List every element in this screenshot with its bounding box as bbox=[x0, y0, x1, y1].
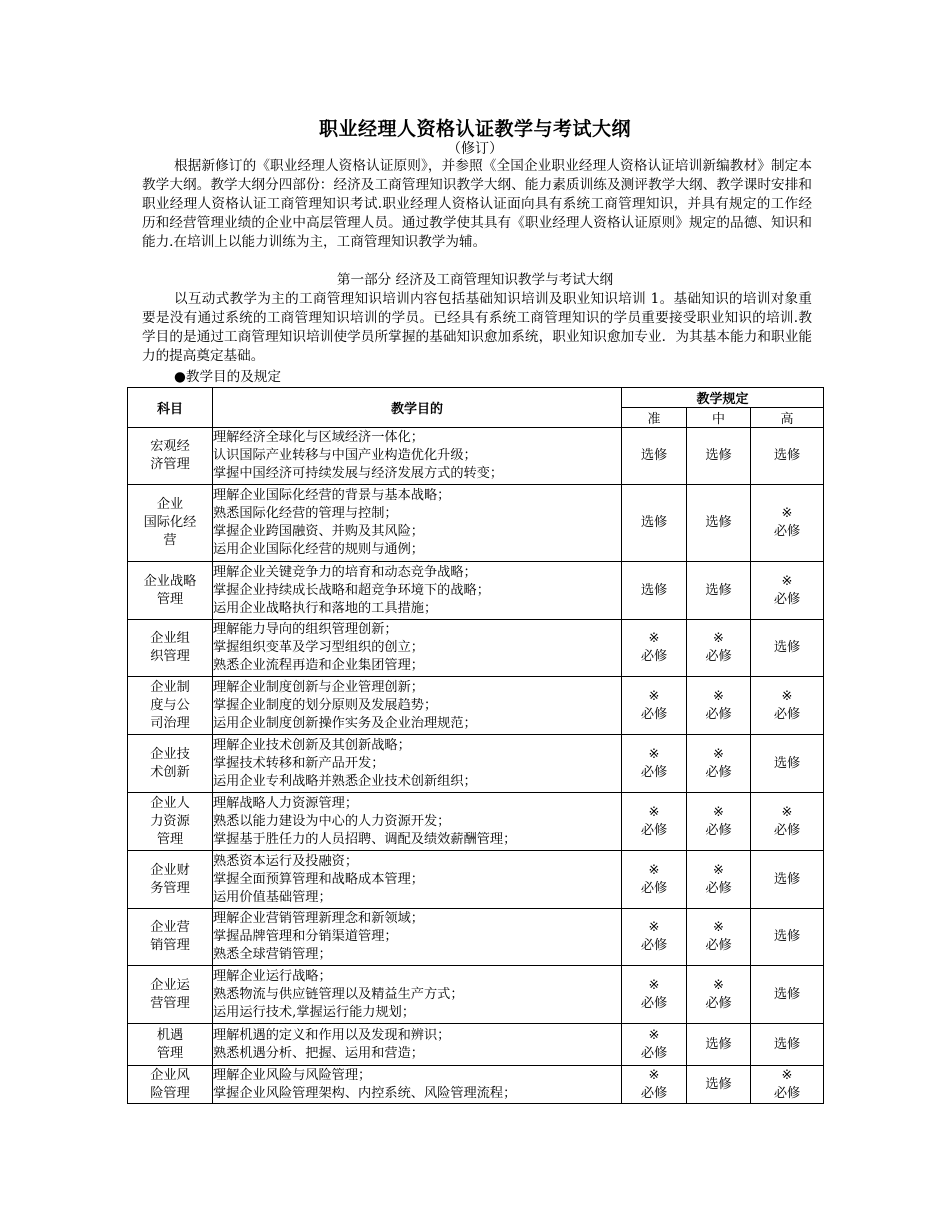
table-row bbox=[128, 485, 824, 562]
table-row bbox=[128, 677, 824, 735]
goal-line: 熟悉国际化经营的管理与控制； bbox=[213, 506, 398, 521]
requirement-basic bbox=[622, 909, 687, 966]
subject-line: 力资源 bbox=[150, 813, 190, 829]
required-mark: ※ bbox=[648, 1067, 660, 1083]
requirement-basic bbox=[622, 735, 687, 793]
subject-line: 管理 bbox=[156, 591, 184, 607]
requirement-label: 选修 bbox=[705, 515, 732, 530]
goal-line: 熟悉机遇分析、把握、运用和营造； bbox=[213, 1045, 424, 1061]
subject-cell bbox=[128, 1066, 213, 1104]
goal-line: 运用企业专利战略并熟悉企业技术创新组织； bbox=[213, 773, 477, 789]
subject-cell bbox=[128, 851, 213, 909]
goal-line: 理解战略人力资源管理； bbox=[213, 795, 359, 811]
goal-cell bbox=[213, 428, 622, 485]
goal-line: 运用企业战略执行和落地的工具措施； bbox=[213, 600, 438, 616]
table-row bbox=[128, 1024, 824, 1066]
requirement-label: 必修 bbox=[773, 706, 801, 722]
subject-cell bbox=[128, 735, 213, 793]
syllabus-table bbox=[127, 387, 824, 1104]
goal-line: 熟悉全球营销管理； bbox=[213, 947, 332, 962]
subject-line: 务管理 bbox=[150, 880, 190, 896]
requirement-intermediate bbox=[687, 966, 751, 1024]
goal-cell bbox=[213, 620, 622, 677]
subject-line: 宏观经 bbox=[150, 439, 190, 454]
requirement-label: 选修 bbox=[773, 448, 801, 463]
goal-line: 理解企业技术创新及其创新战略； bbox=[213, 737, 411, 753]
goal-cell bbox=[213, 966, 622, 1024]
requirement-advanced bbox=[751, 428, 824, 485]
subject-line: 管理 bbox=[156, 831, 184, 847]
subject-cell bbox=[128, 428, 213, 485]
requirement-label: 选修 bbox=[773, 929, 801, 944]
table-row bbox=[128, 620, 824, 677]
goal-line: 熟悉以能力建设为中心的人力资源开发； bbox=[213, 813, 451, 829]
subject-line: 司治理 bbox=[150, 715, 190, 731]
subject-cell bbox=[128, 1024, 213, 1066]
goal-line: 理解机遇的定义和作用以及发现和辨识； bbox=[213, 1027, 451, 1043]
subject-line: 织管理 bbox=[150, 649, 190, 664]
requirement-intermediate bbox=[687, 1066, 751, 1104]
requirement-label: 必修 bbox=[640, 649, 668, 664]
requirement-label: 选修 bbox=[705, 448, 732, 463]
goal-line: 熟悉资本运行及投融资； bbox=[213, 853, 359, 869]
requirement-basic bbox=[622, 428, 687, 485]
requirement-label: 必修 bbox=[640, 764, 668, 780]
requirement-advanced bbox=[751, 735, 824, 793]
requirement-intermediate bbox=[687, 620, 751, 677]
goal-line: 掌握全面预算管理和战略成本管理； bbox=[213, 871, 424, 887]
goal-line: 理解企业制度创新与企业管理创新； bbox=[213, 679, 424, 695]
goal-line: 掌握企业制度的划分原则及发展趋势； bbox=[213, 697, 438, 713]
required-mark: ※ bbox=[712, 862, 725, 878]
requirement-label: 选修 bbox=[640, 515, 668, 530]
required-mark: ※ bbox=[648, 977, 660, 993]
requirement-label: 选修 bbox=[773, 640, 801, 655]
subject-line: 企业组 bbox=[150, 631, 190, 646]
intro-paragraph: 根据新修订的《职业经理人资格认证原则》，并参照《全国企业职业经理人资格认证培训新编教材》制定本教学大纲。教学大纲分四部份：经济及工商管理知识教学大纲、能力素质训练及测评教学大纲、教学课时安排和职业经理人资格认证工商管理知识考试.职业经理人资格认证面向具有系统工商管理知识，并具有规定的工作经历和经营管理业绩的企业中高层管理人员。通过教学使其具有《职业经理人资格认证原则》规定的品德、知识和能力.在培训上以能力训练为主，工商管理知识教学为辅。 bbox=[142, 158, 812, 250]
subject-cell bbox=[128, 966, 213, 1024]
required-mark: ※ bbox=[712, 746, 725, 762]
goal-line: 认识国际产业转移与中国产业构造优化升级； bbox=[213, 448, 477, 463]
requirement-advanced bbox=[751, 909, 824, 966]
requirement-advanced bbox=[751, 966, 824, 1024]
goal-cell bbox=[213, 1024, 622, 1066]
required-mark: ※ bbox=[781, 804, 793, 820]
requirement-label: 必修 bbox=[773, 1085, 801, 1101]
requirement-label: 选修 bbox=[640, 582, 668, 598]
requirement-intermediate bbox=[687, 485, 751, 562]
required-mark: ※ bbox=[781, 506, 793, 521]
requirement-label: 选修 bbox=[705, 582, 732, 598]
requirement-label: 必修 bbox=[640, 1085, 668, 1101]
requirement-intermediate bbox=[687, 428, 751, 485]
requirement-advanced bbox=[751, 677, 824, 735]
requirement-label: 必修 bbox=[773, 822, 801, 838]
goal-line: 掌握企业风险管理架构、内控系统、风险管理流程； bbox=[213, 1085, 517, 1101]
subject-line: 企业风 bbox=[150, 1067, 190, 1083]
requirement-intermediate bbox=[687, 1024, 751, 1066]
table-row bbox=[128, 1066, 824, 1104]
required-mark: ※ bbox=[712, 688, 725, 704]
level-basic: 准 bbox=[622, 408, 687, 428]
goal-line: 熟悉物流与供应链管理以及精益生产方式； bbox=[213, 986, 464, 1002]
header-goal: 教学目的 bbox=[213, 388, 622, 428]
requirement-label: 必修 bbox=[773, 591, 801, 607]
requirement-label: 选修 bbox=[773, 871, 801, 887]
goal-cell bbox=[213, 909, 622, 966]
requirement-intermediate bbox=[687, 735, 751, 793]
goal-line: 理解经济全球化与区域经济一体化； bbox=[213, 430, 424, 445]
requirement-basic bbox=[622, 677, 687, 735]
requirement-basic bbox=[622, 1024, 687, 1066]
required-mark: ※ bbox=[648, 631, 660, 646]
header-subject: 科目 bbox=[128, 388, 213, 428]
subject-cell bbox=[128, 485, 213, 562]
requirement-label: 选修 bbox=[773, 986, 801, 1002]
subject-line: 管理 bbox=[156, 1045, 184, 1061]
requirement-label: 选修 bbox=[705, 1036, 732, 1052]
table-row bbox=[128, 428, 824, 485]
requirement-basic bbox=[622, 1066, 687, 1104]
goal-line: 掌握品牌管理和分销渠道管理； bbox=[213, 929, 398, 944]
required-mark: ※ bbox=[648, 920, 660, 935]
requirement-label: 选修 bbox=[705, 1076, 732, 1092]
requirement-label: 必修 bbox=[640, 822, 668, 838]
document-subtitle: （修订） bbox=[447, 141, 503, 157]
required-mark: ※ bbox=[648, 862, 660, 878]
requirement-label: 必修 bbox=[705, 706, 732, 722]
syllabus-body bbox=[128, 428, 824, 1104]
subject-line: 企业运 bbox=[150, 977, 190, 993]
requirement-basic bbox=[622, 562, 687, 620]
requirement-basic bbox=[622, 793, 687, 851]
goal-cell bbox=[213, 1066, 622, 1104]
required-mark: ※ bbox=[648, 688, 660, 704]
requirement-label: 必修 bbox=[705, 938, 732, 953]
requirement-advanced bbox=[751, 562, 824, 620]
section-title: 第一部分 经济及工商管理知识教学与考试大纲 bbox=[336, 272, 614, 288]
table-row bbox=[128, 562, 824, 620]
required-mark: ※ bbox=[712, 631, 725, 646]
goal-line: 掌握基于胜任力的人员招聘、调配及绩效薪酬管理； bbox=[213, 831, 517, 847]
requirement-label: 必修 bbox=[705, 995, 732, 1011]
goal-line: 理解企业营销管理新理念和新领域； bbox=[213, 911, 424, 926]
requirement-label: 必修 bbox=[705, 880, 732, 896]
requirement-intermediate bbox=[687, 562, 751, 620]
goal-line: 掌握组织变革及学习型组织的创立； bbox=[213, 640, 424, 655]
subject-line: 企业战略 bbox=[143, 573, 197, 589]
requirement-advanced bbox=[751, 485, 824, 562]
subject-line: 济管理 bbox=[150, 457, 190, 472]
requirement-intermediate bbox=[687, 909, 751, 966]
requirement-advanced bbox=[751, 1066, 824, 1104]
level-intermediate: 中 bbox=[687, 408, 751, 428]
subject-line: 险管理 bbox=[150, 1085, 190, 1101]
required-mark: ※ bbox=[781, 688, 793, 704]
subject-line: 企业技 bbox=[150, 746, 190, 762]
goal-line: 运用企业国际化经营的规则与通例； bbox=[213, 542, 424, 557]
goal-cell bbox=[213, 677, 622, 735]
goal-line: 理解企业风险与风险管理； bbox=[213, 1067, 372, 1083]
requirement-intermediate bbox=[687, 793, 751, 851]
goal-cell bbox=[213, 793, 622, 851]
subject-line: 企业财 bbox=[150, 862, 190, 878]
requirement-label: 必修 bbox=[640, 1045, 668, 1061]
requirement-label: 选修 bbox=[773, 755, 801, 771]
subject-line: 企业营 bbox=[150, 920, 190, 935]
requirement-label: 必修 bbox=[640, 880, 668, 896]
goal-cell bbox=[213, 851, 622, 909]
requirement-advanced bbox=[751, 1024, 824, 1066]
goal-line: 运用运行技术,掌握运行能力规划； bbox=[213, 1004, 416, 1020]
required-mark: ※ bbox=[712, 920, 725, 935]
requirement-intermediate bbox=[687, 851, 751, 909]
subject-line: 营 bbox=[163, 533, 177, 548]
subject-line: 机遇 bbox=[156, 1027, 184, 1043]
subject-line: 企业制 bbox=[150, 679, 190, 695]
requirement-label: 必修 bbox=[640, 995, 668, 1011]
goal-cell bbox=[213, 735, 622, 793]
requirement-basic bbox=[622, 851, 687, 909]
table-row bbox=[128, 851, 824, 909]
subject-line: 度与公 bbox=[150, 697, 190, 713]
requirement-label: 必修 bbox=[705, 764, 732, 780]
header-requirement: 教学规定 bbox=[622, 388, 824, 408]
section-intro-paragraph: 以互动式教学为主的工商管理知识培训内容包括基础知识培训及职业知识培训 1。基础知识的培训对象重要是没有通过系统的工商管理知识培训的学员。已经具有系统工商管理知识的学员重要接受职业知识的培训.教学目的是通过工商管理知识培训使学员所掌握的基础知识愈加系统，职业知识愈加专业．为其基本能力和职业能力的提高奠定基础。 bbox=[142, 291, 812, 364]
requirement-basic bbox=[622, 485, 687, 562]
table-row bbox=[128, 966, 824, 1024]
subject-cell bbox=[128, 677, 213, 735]
table-row bbox=[128, 909, 824, 966]
goal-line: 熟悉企业流程再造和企业集团管理； bbox=[213, 658, 424, 673]
goal-line: 掌握技术转移和新产品开发； bbox=[213, 755, 385, 771]
goal-line: 掌握企业跨国融资、并购及其风险； bbox=[213, 524, 424, 539]
bullet-heading: ●教学目的及规定 bbox=[174, 369, 282, 385]
subject-line: 国际化经 bbox=[143, 515, 197, 530]
required-mark: ※ bbox=[648, 1027, 660, 1043]
requirement-basic bbox=[622, 620, 687, 677]
goal-line: 理解企业运行战略； bbox=[213, 968, 332, 984]
required-mark: ※ bbox=[781, 1067, 793, 1083]
level-advanced: 高 bbox=[751, 408, 824, 428]
subject-cell bbox=[128, 909, 213, 966]
requirement-label: 必修 bbox=[705, 822, 732, 838]
requirement-label: 必修 bbox=[773, 524, 801, 539]
goal-cell bbox=[213, 485, 622, 562]
goal-line: 掌握企业持续成长战略和超竞争环境下的战略； bbox=[213, 582, 490, 598]
requirement-label: 选修 bbox=[773, 1036, 801, 1052]
required-mark: ※ bbox=[648, 804, 660, 820]
requirement-advanced bbox=[751, 793, 824, 851]
subject-line: 企业人 bbox=[150, 795, 190, 811]
subject-cell bbox=[128, 562, 213, 620]
requirement-advanced bbox=[751, 620, 824, 677]
subject-line: 营管理 bbox=[150, 995, 190, 1011]
subject-line: 术创新 bbox=[150, 764, 190, 780]
requirement-label: 选修 bbox=[640, 448, 668, 463]
goal-cell bbox=[213, 562, 622, 620]
requirement-basic bbox=[622, 966, 687, 1024]
subject-cell bbox=[128, 793, 213, 851]
goal-line: 运用价值基础管理； bbox=[213, 889, 332, 905]
required-mark: ※ bbox=[712, 977, 725, 993]
table-row bbox=[128, 735, 824, 793]
requirement-label: 必修 bbox=[640, 706, 668, 722]
subject-line: 销管理 bbox=[150, 938, 190, 953]
requirement-advanced bbox=[751, 851, 824, 909]
required-mark: ※ bbox=[648, 746, 660, 762]
goal-line: 运用企业制度创新操作实务及企业治理规范； bbox=[213, 715, 477, 731]
subject-line: 企业 bbox=[156, 497, 184, 512]
table-row bbox=[128, 793, 824, 851]
required-mark: ※ bbox=[712, 804, 725, 820]
requirement-label: 必修 bbox=[705, 649, 732, 664]
requirement-intermediate bbox=[687, 677, 751, 735]
goal-line: 理解企业国际化经营的背景与基本战略； bbox=[213, 488, 451, 503]
goal-line: 理解企业关键竞争力的培育和动态竞争战略； bbox=[213, 564, 477, 580]
subject-cell bbox=[128, 620, 213, 677]
required-mark: ※ bbox=[781, 573, 793, 589]
requirement-label: 必修 bbox=[640, 938, 668, 953]
goal-line: 掌握中国经济可持续发展与经济发展方式的转变； bbox=[213, 466, 504, 481]
goal-line: 理解能力导向的组织管理创新； bbox=[213, 622, 398, 637]
document-title: 职业经理人资格认证教学与考试大纲 bbox=[318, 118, 631, 140]
